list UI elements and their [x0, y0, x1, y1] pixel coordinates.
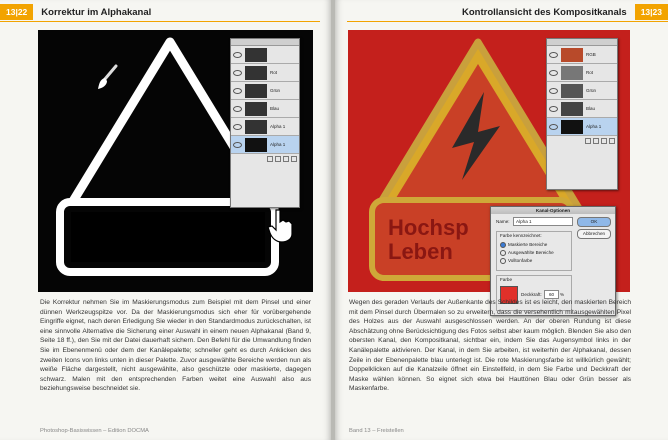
- eye-icon[interactable]: [549, 106, 558, 112]
- brush-icon: [96, 64, 118, 92]
- eye-icon[interactable]: [549, 88, 558, 94]
- left-page: [0, 0, 331, 440]
- dialog-title: Kanal-Optionen: [491, 207, 615, 214]
- eye-icon[interactable]: [233, 142, 242, 148]
- channel-row[interactable]: Rot: [231, 64, 299, 82]
- page-footer: Band 13 – Freistellen: [349, 428, 404, 434]
- chapter-number: 13|23: [635, 4, 668, 20]
- dotted-circle-icon[interactable]: [585, 138, 591, 144]
- alpha-channel-figure: [38, 30, 313, 292]
- eye-icon[interactable]: [233, 88, 242, 94]
- chapter-title: Korrektur im Alphakanal: [41, 6, 152, 18]
- new-channel-icon[interactable]: [601, 138, 607, 144]
- opacity-label: Deckkraft:: [521, 292, 542, 297]
- eye-icon[interactable]: [233, 124, 242, 130]
- eye-icon[interactable]: [549, 70, 558, 76]
- composite-channel-figure: [348, 30, 630, 297]
- trash-icon[interactable]: [291, 156, 297, 162]
- new-channel-icon[interactable]: [283, 156, 289, 162]
- save-selection-icon[interactable]: [275, 156, 281, 162]
- body-text: Wegen des geraden Verlaufs der Außenkante des Schildes ist es leicht, den maskierten Bereich mit dem Pinsel durch Übermalen so zu erweitern, dass die versehentlich mitausgewählten Pixel des Holzes aus der Auswahl ausgeschlossen werden. An der oberen Rundung ist diese Abschätzung ohne Berücksichtigung des Fotos selbst aber kaum möglich. Blenden Sie also den obersten Kanal, den Kompositkanal, sichtbar ein, indem Sie das Augensymbol links in der Kanälepalette aktivieren. Der Kanal, in dem Sie arbeiten, ist weiterhin der Alphakanal, dessen Zeile in der Ebenenpalette blau unterlegt ist. Die rote Maskierungsfarbe ist willkürlich gewählt; Doppelklicken auf die Kanalzeile öffnet ein Einstellfeld, in dem Sie Farbe und Deckkraft der Maske wählen können. So eignet sich etwa bei Hauttönen Blau oder Grün besser als Maskenfarbe.: [349, 299, 631, 393]
- opacity-unit: %: [560, 292, 565, 297]
- channels-panel: [546, 38, 618, 190]
- opacity-input[interactable]: 60: [544, 290, 559, 299]
- header-rule: [0, 21, 320, 22]
- name-input[interactable]: Alpha 1: [513, 217, 573, 226]
- color-group: Farbe Deckkraft: 60 %: [496, 275, 572, 311]
- channel-row[interactable]: Grün: [547, 82, 617, 100]
- channel-row[interactable]: [231, 46, 299, 64]
- channel-row[interactable]: Alpha 1: [231, 118, 299, 136]
- chapter-title: Kontrollansicht des Kompositkanals: [462, 6, 627, 18]
- save-selection-icon[interactable]: [593, 138, 599, 144]
- cancel-button[interactable]: Abbrechen: [577, 229, 611, 239]
- channel-row-selected[interactable]: Alpha 1: [547, 118, 617, 136]
- color-indicates-group: Farbe kennzeichnet: Maskierte Bereiche Ausgewählte Bereiche Volltonfarbe: [496, 231, 572, 271]
- channels-panel-buttons: [231, 154, 299, 163]
- left-page-header: [0, 4, 151, 20]
- right-page-header: [462, 4, 668, 20]
- eye-icon[interactable]: [233, 106, 242, 112]
- trash-icon[interactable]: [609, 138, 615, 144]
- eye-icon[interactable]: [549, 52, 558, 58]
- radio-spot-color[interactable]: Volltonfarbe: [500, 258, 532, 264]
- page-footer: Photoshop-Basiswissen – Edition DOCMA: [40, 428, 149, 434]
- channel-row[interactable]: Grün: [231, 82, 299, 100]
- eye-icon[interactable]: [233, 52, 242, 58]
- name-label: Name:: [496, 219, 510, 224]
- header-rule: [347, 21, 668, 22]
- eye-icon[interactable]: [233, 70, 242, 76]
- channel-row[interactable]: Blau: [231, 100, 299, 118]
- right-page: [335, 0, 668, 440]
- dotted-circle-icon[interactable]: [267, 156, 273, 162]
- radio-selected-areas[interactable]: Ausgewählte Bereiche: [500, 250, 554, 256]
- channel-row[interactable]: Rot: [547, 64, 617, 82]
- sign-text: Hochsp Leben: [388, 215, 469, 264]
- eye-icon[interactable]: [549, 124, 558, 130]
- channel-row[interactable]: RGB: [547, 46, 617, 64]
- hand-cursor-icon: [266, 208, 296, 244]
- body-text: Die Korrektur nehmen Sie im Maskierungsmodus zum Beispiel mit dem Pinsel und einer dünnen Werkzeugspitze vor. Da der Maskierungsmodus sich eher für vorübergehende Eingriffe eignet, nach deren Erledigung Sie wieder in den Standardmodus zurückschalten, ist eine sinnvolle Alternative die Sicherung einer Auswahl in einem neuen Alphakanal (Band 9, Seite 18 ff.), den Sie mit der Datei dauerhaft sichern. Den Befehl für die Umwandlung finden Sie im Ebenenmenü oder dem der Kanälepalette; schneller geht es durch Anklicken des zweiten Icons von links unten in dieser Palette. Zuvor ausgewählte Bereiche werden nun als weiße Fläche dargestellt, nicht ausgewählte, also geschützte oder maskierte, dagegen schwarz. Malen mit den entsprechenden Farben weitet eine Auswahl also aus beziehungsweise beschneidet sie.: [40, 299, 311, 393]
- chapter-number: 13|22: [0, 4, 33, 20]
- channel-row[interactable]: Blau: [547, 100, 617, 118]
- radio-masked-areas[interactable]: Maskierte Bereiche: [500, 242, 547, 248]
- channel-row-selected[interactable]: Alpha 1: [231, 136, 299, 154]
- channels-panel: [230, 38, 300, 208]
- ok-button[interactable]: OK: [577, 217, 611, 227]
- channels-panel-buttons: [547, 136, 617, 145]
